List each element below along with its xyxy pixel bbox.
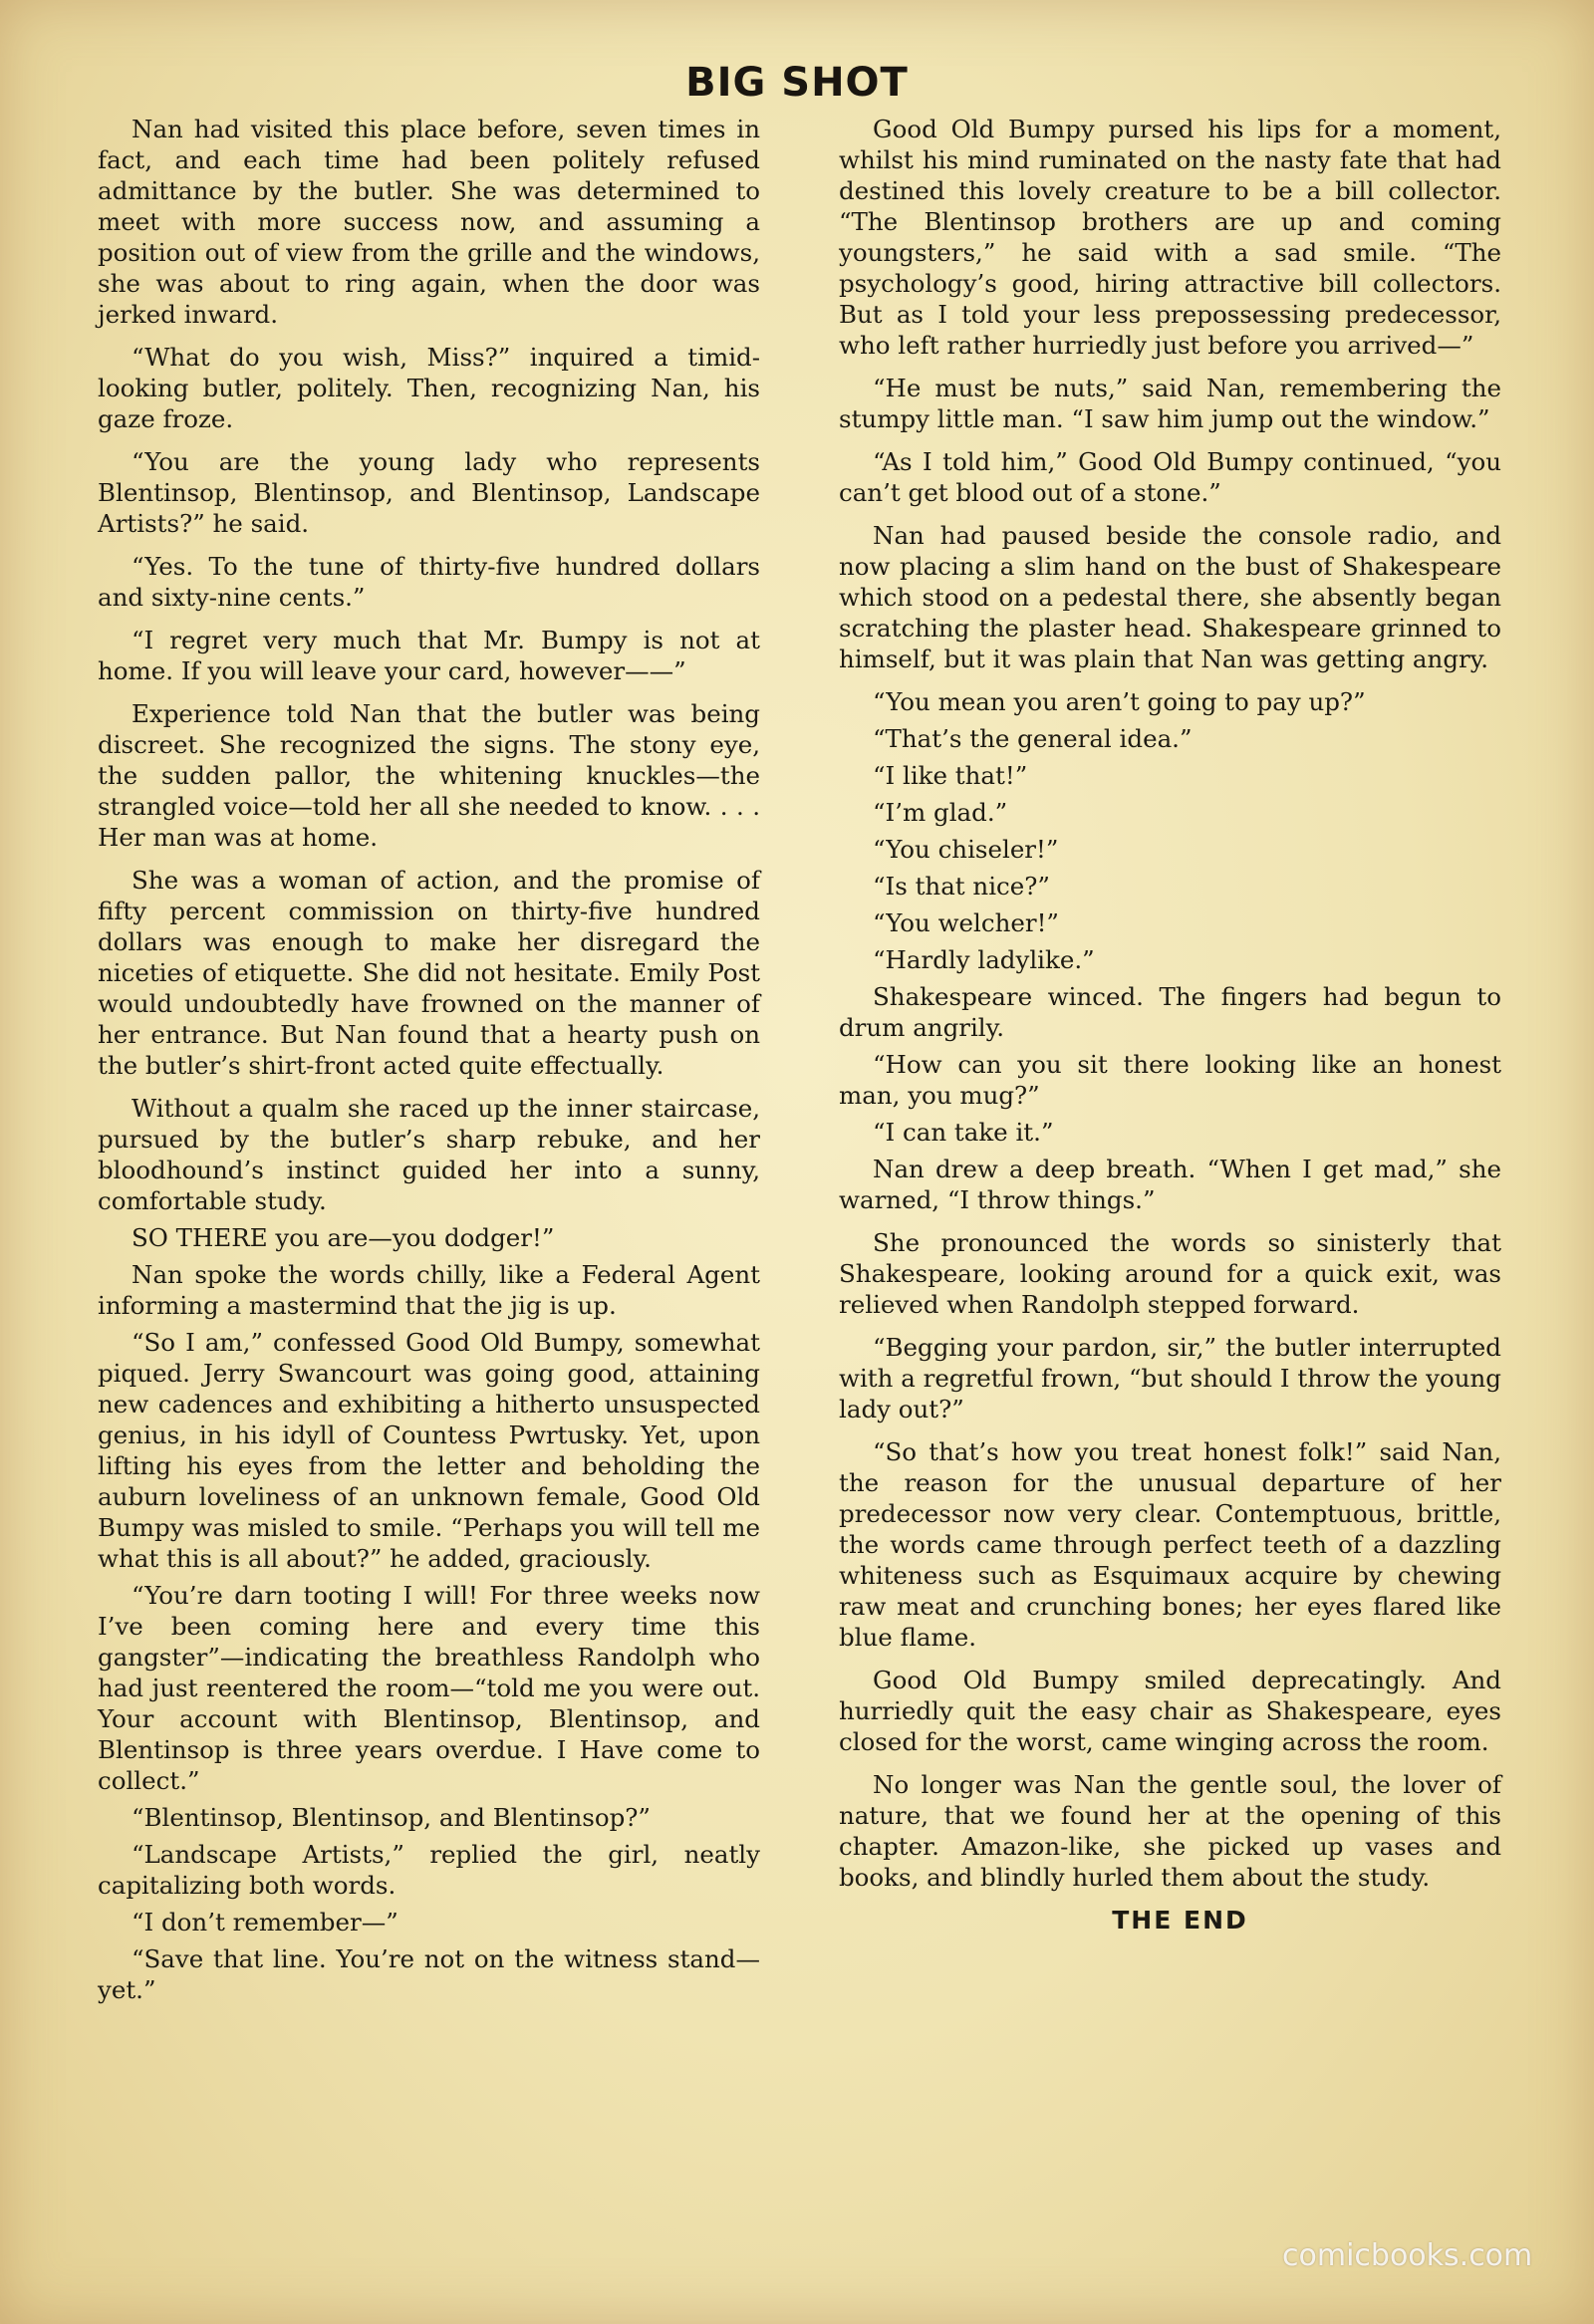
paragraph: Experience told Nan that the butler was being discreet. She recognized the signs. The stony eye, the sudden pallor, the whitening knuckles—the strangled voice—told her all she needed to know. . . . Her man was at home. xyxy=(98,699,760,852)
paragraph: “You are the young lady who represents Blentinsop, Blentinsop, and Blentinsop, Landscape Artists?” he said. xyxy=(98,447,760,538)
paragraph: “So I am,” confessed Good Old Bumpy, somewhat piqued. Jerry Swancourt was going good, attaining new cadences and exhibiting a hitherto unsuspected genius, in his idyll of Countess Pwrtusky. Yet, upon lifting his eyes from the letter and beholding the auburn loveliness of an unknown female, Good Old Bumpy was misled to smile. “Perhaps you will tell me what this is all about?” he added, graciously. xyxy=(98,1328,760,1573)
paragraph: “Landscape Artists,” replied the girl, neatly capitalizing both words. xyxy=(98,1840,760,1900)
watermark: comicbooks.com xyxy=(1282,2238,1533,2273)
paragraph: “You welcher!” xyxy=(873,908,1059,937)
paragraph: Without a qualm she raced up the inner staircase, pursued by the butler’s sharp rebuke, and her bloodhound’s instinct guided her into a sunny, comfortable study. xyxy=(98,1094,760,1215)
paragraph: Good Old Bumpy pursed his lips for a moment, whilst his mind ruminated on the nasty fate that had destined this lovely creature to be a bill collector. “The Blentinsop brothers are up and coming youngsters,” he said with a sad smile. “The psychology’s good, hiring attractive bill collectors. But as I told your less prepossessing predecessor, who left rather hurriedly just before you arrived—” xyxy=(839,115,1501,360)
paragraph: “That’s the general idea.” xyxy=(873,724,1193,753)
paragraph: “Blentinsop, Blentinsop, and Blentinsop?” xyxy=(132,1803,651,1832)
paragraph: No longer was Nan the gentle soul, the lover of nature, that we found her at the opening of this chapter. Amazon-like, she picked up vases and books, and blindly hurled them about the study. xyxy=(839,1770,1501,1892)
paragraph: “So that’s how you treat honest folk!” said Nan, the reason for the unusual departure of her predecessor now very clear. Contemptuous, brittle, the words came through perfect teeth of a dazzling whiteness such as Esquimaux acquire by chewing raw meat and crunching bones; her eyes flared like blue flame. xyxy=(839,1437,1501,1652)
page-title: BIG SHOT xyxy=(685,60,909,106)
paragraph: Nan drew a deep breath. “When I get mad,” she warned, “I throw things.” xyxy=(839,1155,1501,1214)
paragraph: “I don’t remember—” xyxy=(132,1908,398,1937)
paragraph: “How can you sit there looking like an honest man, you mug?” xyxy=(839,1050,1501,1110)
paragraph: She pronounced the words so sinisterly that Shakespeare, looking around for a quick exit, was relieved when Randolph stepped forward. xyxy=(839,1228,1501,1319)
paragraph: “I can take it.” xyxy=(873,1118,1054,1147)
paragraph: SO THERE you are—you dodger!” xyxy=(132,1223,555,1252)
paragraph: “I regret very much that Mr. Bumpy is not at home. If you will leave your card, however——” xyxy=(98,626,760,685)
paragraph: “Save that line. You’re not on the witness stand—yet.” xyxy=(98,1944,760,2004)
paragraph: Nan had visited this place before, seven times in fact, and each time had been politely refused admittance by the butler. She was determined to meet with more success now, and assuming a position out of view from the grille and the windows, she was about to ring again, when the door was jerked inward. xyxy=(98,115,760,329)
paragraph: “As I told him,” Good Old Bumpy continued, “you can’t get blood out of a stone.” xyxy=(839,447,1501,507)
paragraph: “Yes. To the tune of thirty-five hundred dollars and sixty-nine cents.” xyxy=(98,552,760,612)
the-end-label: THE END xyxy=(1112,1906,1248,1935)
paragraph: “What do you wish, Miss?” inquired a timid-looking butler, politely. Then, recognizing Nan, his gaze froze. xyxy=(98,343,760,433)
paragraph: “You chiseler!” xyxy=(873,835,1059,864)
paragraph: Nan spoke the words chilly, like a Federal Agent informing a mastermind that the jig is up. xyxy=(98,1260,760,1320)
paragraph: “Hardly ladylike.” xyxy=(873,945,1095,974)
paragraph: “Is that nice?” xyxy=(873,872,1050,901)
paragraph: “You’re darn tooting I will! For three weeks now I’ve been coming here and every time this gangster”—indicating the breathless Randolph who had just reentered the room—“told me you were out. Your account with Blentinsop, Blentinsop, and Blentinsop is three years overdue. I Have come to collect.” xyxy=(98,1581,760,1795)
paragraph: She was a woman of action, and the promise of fifty percent commission on thirty-five hundred dollars was enough to make her disregard the niceties of etiquette. She did not hesitate. Emily Post would undoubtedly have frowned on the manner of her entrance. But Nan found that a hearty push on the butler’s shirt-front acted quite effectually. xyxy=(98,866,760,1080)
left-column xyxy=(98,114,760,2011)
paragraph: “I’m glad.” xyxy=(873,798,1008,827)
paragraph: “He must be nuts,” said Nan, remembering the stumpy little man. “I saw him jump out the window.” xyxy=(839,374,1501,433)
paragraph: Nan had paused beside the console radio, and now placing a slim hand on the bust of Shakespeare which stood on a pedestal there, she absently began scratching the plaster head. Shakespeare grinned to himself, but it was plain that Nan was getting angry. xyxy=(839,521,1501,673)
paragraph: “I like that!” xyxy=(873,761,1028,790)
paragraph: “Begging your pardon, sir,” the butler interrupted with a regretful frown, “but should I throw the young lady out?” xyxy=(839,1333,1501,1423)
right-column xyxy=(839,114,1501,1936)
paragraph: Shakespeare winced. The fingers had begun to drum angrily. xyxy=(839,982,1501,1042)
paragraph: Good Old Bumpy smiled deprecatingly. And hurriedly quit the easy chair as Shakespeare, eyes closed for the worst, came winging across the room. xyxy=(839,1666,1501,1756)
paragraph: “You mean you aren’t going to pay up?” xyxy=(873,687,1366,716)
